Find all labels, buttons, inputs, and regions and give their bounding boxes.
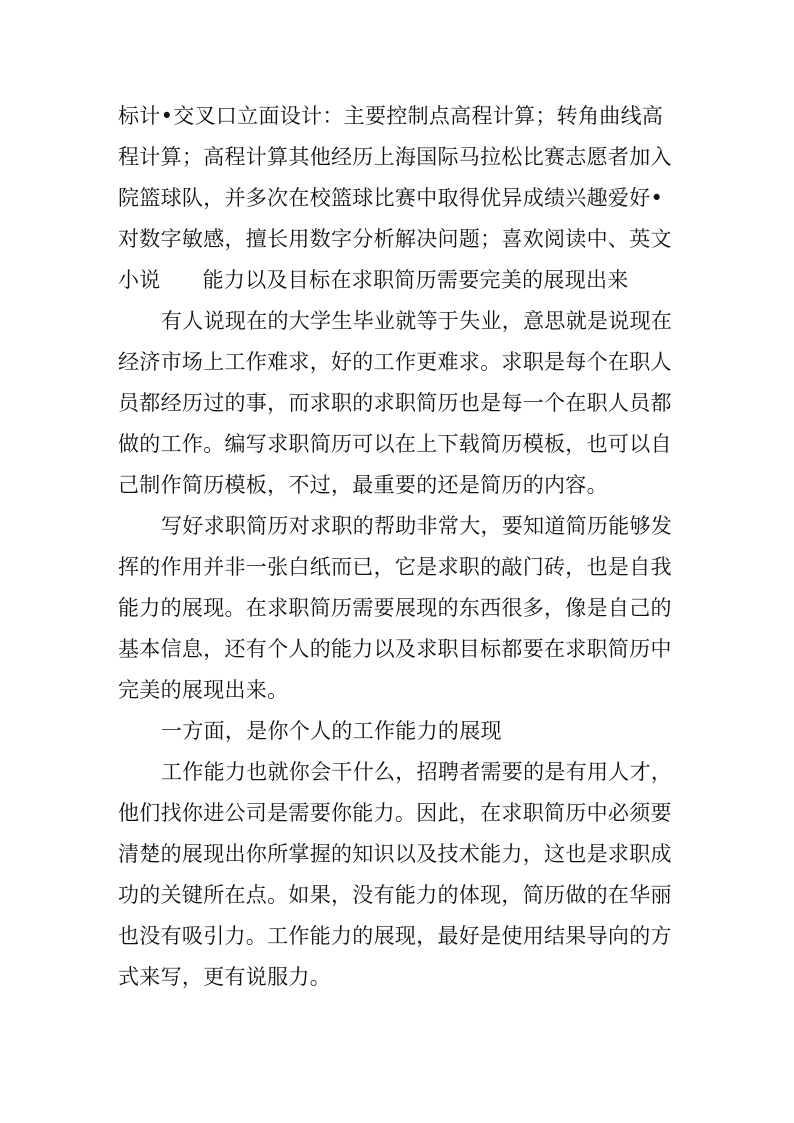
text-line: 能力的展现。在求职简历需要展现的东西很多，像是自己的 [118, 596, 672, 620]
section-heading: 能力以及目标在求职简历需要完美的展现出来 [202, 268, 629, 292]
text-line: 清楚的展现出你所掌握的知识以及技术能力，这也是求职成 [118, 842, 672, 866]
text-line: 挥的作用并非一张白纸而已，它是求职的敲门砖，也是自我 [118, 555, 672, 579]
text-line: 对数字敏感，擅长用数字分析解决问题；喜欢阅读中、英文 [118, 227, 672, 251]
section-heading: 一方面，是你个人的工作能力的展现 [161, 719, 502, 743]
paragraph-start-line: 有人说现在的大学生毕业就等于失业，意思就是说现在 [161, 309, 673, 333]
text-line [118, 260, 683, 301]
text-line: 院篮球队，并多次在校篮球比赛中取得优异成绩兴趣爱好• [118, 186, 664, 210]
paragraph-start-line: 工作能力也就你会干什么，招聘者需要的是有用人才， [161, 760, 673, 784]
text-line: 经济市场上工作难求，好的工作更难求。求职是每个在职人 [118, 350, 672, 374]
text-line: 员都经历过的事，而求职的求职简历也是每一个在职人员都 [118, 391, 672, 415]
text-line: 做的工作。编写求职简历可以在上下载简历模板，也可以自 [118, 432, 672, 456]
text-line: 基本信息，还有个人的能力以及求职目标都要在求职简历中 [118, 637, 672, 661]
text-line: 也没有吸引力。工作能力的展现，最好是使用结果导向的方 [118, 924, 672, 948]
paragraph-start-line: 写好求职简历对求职的帮助非常大，要知道简历能够发 [161, 514, 673, 538]
document-body [118, 96, 683, 998]
text-line: 程计算；高程计算其他经历上海国际马拉松比赛志愿者加入 [118, 145, 672, 169]
text-line: 式来写，更有说服力。 [118, 965, 331, 989]
text-line: 他们找你进公司是需要你能力。因此，在求职简历中必须要 [118, 801, 672, 825]
text-line: 己制作简历模板，不过，最重要的还是简历的内容。 [118, 473, 608, 497]
text-line: 功的关键所在点。如果，没有能力的体现，简历做的在华丽 [118, 883, 672, 907]
text-line: 完美的展现出来。 [118, 678, 289, 702]
text-line: 标计•交叉口立面设计：主要控制点高程计算；转角曲线高 [118, 104, 664, 128]
text-segment: 小说 [118, 268, 161, 292]
